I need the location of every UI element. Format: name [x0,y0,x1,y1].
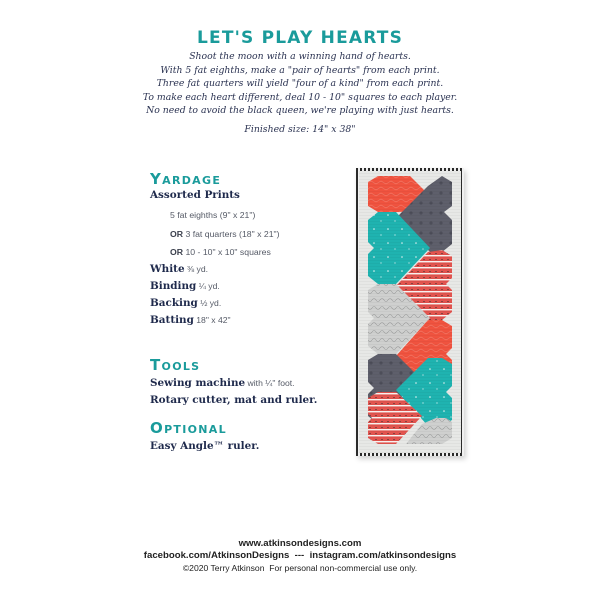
yardage-item-backing [150,297,221,309]
optional-heading [150,419,227,437]
intro-line: With 5 fat eighths, make a "pair of hearts" from each print. [160,64,440,76]
intro-line: To make each heart different, deal 10 - 10" squares to each player. [142,91,458,103]
option-prefix: OR [170,247,184,257]
item-label: Batting [150,314,194,326]
assorted-prints-label [150,189,240,201]
yardage-option [170,229,280,239]
item-detail: with ¼" foot. [245,378,295,388]
heading-initial: O [150,419,165,437]
intro-paragraph [0,50,600,118]
heading-initial: Y [150,170,163,188]
item-label: White [150,263,185,275]
item-amount: ½ yd. [197,298,222,308]
item-amount: ⅜ yd. [184,264,208,274]
tools-heading [150,356,200,374]
yardage-option [170,210,255,220]
quilt-photo [356,168,464,456]
option-text: 3 fat quarters (18" x 21") [183,229,280,239]
optional-item [150,440,259,452]
intro-line: Shoot the moon with a winning hand of hearts. [189,51,411,62]
yardage-item-binding [150,280,220,292]
tool-item [150,394,317,406]
heading-rest: ARDAGE [162,174,222,187]
option-text: 5 fat eighths (9" x 21") [170,210,256,220]
item-label: Sewing machine [150,377,246,389]
intro-line: Three fat quarters will yield "four of a kind" from each print. [156,78,444,90]
assorted-prints-text: Assorted Prints [150,189,240,201]
yardage-option [170,247,271,257]
social-links[interactable]: facebook.com/AtkinsonDesigns --- instagram.com/atkinsondesigns [143,550,457,561]
option-text: 10 - 10" x 10" squares [183,247,271,257]
item-amount: ¼ yd. [196,281,220,291]
item-amount: 18" x 42" [193,315,231,325]
heading-initial: T [150,356,162,374]
tool-item [150,377,295,389]
item-label: Backing [150,297,198,309]
quilt-binding [356,168,464,456]
option-prefix: OR [170,229,184,239]
yardage-item-white [150,263,208,275]
finished-size: Finished size: 14" x 38" [244,124,356,135]
copyright-notice: ©2020 Terry Atkinson For personal non-commercial use only. [182,563,418,573]
yardage-heading [150,170,221,188]
website-link[interactable]: www.atkinsondesigns.com [238,538,362,549]
yardage-item-batting [150,314,231,326]
intro-line: No need to avoid the black queen, we're playing with just hearts. [146,105,454,117]
page-title: LET'S PLAY HEARTS [196,28,404,48]
heading-rest: OOLS [161,360,201,373]
item-label: Rotary cutter, mat and ruler. [150,394,318,406]
item-label: Binding [150,280,197,292]
item-label: Easy Angle™ ruler. [150,440,260,452]
heading-rest: PTIONAL [164,423,227,436]
